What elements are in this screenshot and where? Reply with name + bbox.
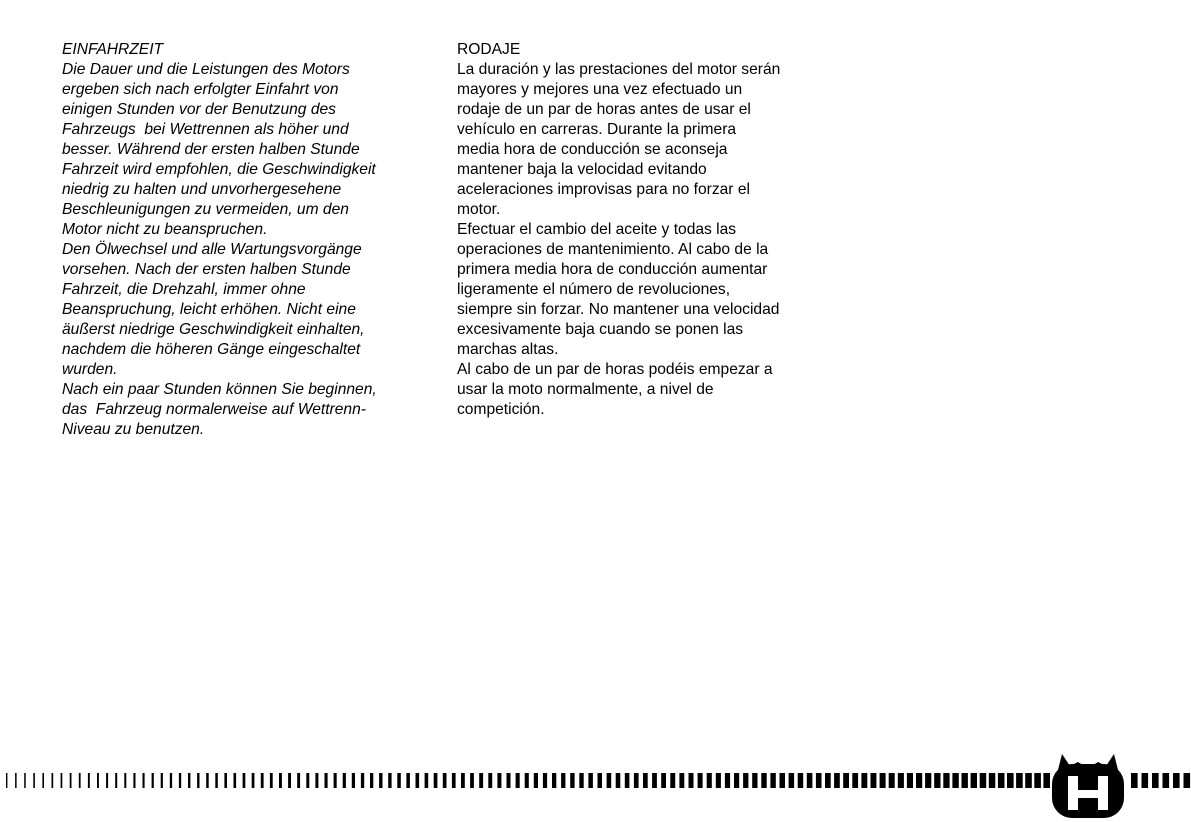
tick-mark: [434, 773, 438, 788]
tick-mark: [889, 773, 895, 788]
tick-mark: [397, 773, 401, 788]
spanish-column: [457, 40, 847, 420]
spanish-line: marchas altas.: [457, 341, 559, 358]
tick-mark: [761, 773, 766, 788]
tick-mark: [42, 773, 44, 788]
german-line: Fahrzeugs bei Wettrennen als höher und: [62, 121, 349, 138]
tick-mark: [1152, 773, 1159, 788]
tick-mark: [834, 773, 840, 788]
spanish-heading: RODAJE: [457, 41, 521, 58]
german-line: nachdem die höheren Gänge eingeschaltet: [62, 341, 361, 358]
tick-mark: [224, 773, 227, 788]
german-line: Die Dauer und die Leistungen des Motors: [62, 61, 350, 78]
tick-mark: [115, 773, 117, 788]
tick-mark: [188, 773, 190, 788]
tick-mark: [971, 773, 977, 788]
tick-mark: [743, 773, 748, 788]
tick-mark: [288, 773, 291, 788]
tick-mark: [916, 773, 922, 788]
spanish-line: motor.: [457, 201, 501, 218]
tick-mark: [943, 773, 949, 788]
tick-mark: [588, 773, 593, 788]
tick-mark: [161, 773, 163, 788]
tick-mark: [461, 773, 465, 788]
tick-mark: [497, 773, 501, 788]
german-column: [62, 40, 452, 440]
tick-mark: [206, 773, 209, 788]
tick-mark: [507, 773, 511, 788]
spanish-line: competición.: [457, 401, 545, 418]
tick-mark: [898, 773, 904, 788]
tick-mark: [670, 773, 675, 788]
german-line: wurden.: [62, 361, 118, 378]
tick-mark: [1016, 773, 1023, 788]
tick-mark: [843, 773, 849, 788]
tick-mark: [998, 773, 1005, 788]
tick-mark: [270, 773, 273, 788]
tick-mark: [1142, 773, 1149, 788]
german-line: vorsehen. Nach der ersten halben Stunde: [62, 261, 351, 278]
spanish-line: media hora de conducción se aconseja: [457, 141, 728, 158]
tick-mark: [1173, 773, 1180, 788]
tick-mark: [1131, 773, 1138, 788]
tick-mark: [24, 773, 26, 788]
tick-mark: [179, 773, 181, 788]
german-line: Niveau zu benutzen.: [62, 421, 205, 438]
tick-mark: [370, 773, 373, 788]
tick-mark: [616, 773, 621, 788]
tick-mark: [752, 773, 757, 788]
tick-mark: [279, 773, 282, 788]
tick-mark: [543, 773, 547, 788]
tick-mark: [252, 773, 255, 788]
tick-mark: [598, 773, 603, 788]
tick-mark: [452, 773, 456, 788]
tick-mark: [143, 773, 145, 788]
tick-mark: [607, 773, 612, 788]
tick-mark: [989, 773, 996, 788]
spanish-line: usar la moto normalmente, a nivel de: [457, 381, 714, 398]
tick-mark: [315, 773, 318, 788]
german-line: Den Ölwechsel und alle Wartungsvorgänge: [62, 241, 362, 258]
tick-mark: [133, 773, 135, 788]
tick-mark: [552, 773, 556, 788]
tick-mark: [661, 773, 666, 788]
tick-mark: [816, 773, 822, 788]
tick-mark: [807, 773, 813, 788]
tick-mark: [33, 773, 35, 788]
tick-mark: [780, 773, 786, 788]
tick-mark: [789, 773, 795, 788]
tick-mark: [579, 773, 583, 788]
tick-mark: [907, 773, 913, 788]
tick-mark: [61, 773, 63, 788]
tick-mark: [479, 773, 483, 788]
tick-mark: [734, 773, 739, 788]
tick-mark: [1034, 773, 1041, 788]
tick-mark: [643, 773, 648, 788]
spanish-line: Efectuar el cambio del aceite y todas las: [457, 221, 737, 238]
tick-mark: [1025, 773, 1032, 788]
tick-mark: [306, 773, 309, 788]
spanish-line: rodaje de un par de horas antes de usar el: [457, 101, 751, 118]
spanish-line: vehículo en carreras. Durante la primera: [457, 121, 737, 138]
spanish-line: excesivamente baja cuando se ponen las: [457, 321, 744, 338]
tick-mark: [634, 773, 639, 788]
tick-mark: [15, 773, 17, 788]
tick-mark: [152, 773, 154, 788]
german-line: besser. Während der ersten halben Stunde: [62, 141, 360, 158]
tick-mark: [1184, 773, 1191, 788]
tick-mark: [124, 773, 126, 788]
tick-mark: [197, 773, 199, 788]
tick-mark: [861, 773, 867, 788]
tick-mark: [1007, 773, 1014, 788]
tick-mark: [388, 773, 391, 788]
tick-mark: [525, 773, 529, 788]
spanish-line: siempre sin forzar. No mantener una velocidad: [457, 301, 780, 318]
tick-mark: [88, 773, 90, 788]
tick-mark: [334, 773, 337, 788]
spanish-line: La duración y las prestaciones del motor serán: [457, 61, 781, 78]
tick-mark: [361, 773, 364, 788]
husqvarna-crown-h-icon: [1048, 750, 1128, 820]
german-heading: EINFAHRZEIT: [62, 41, 164, 58]
tick-mark: [980, 773, 987, 788]
tick-mark: [325, 773, 328, 788]
spanish-line: operaciones de mantenimiento. Al cabo de la: [457, 241, 769, 258]
tick-mark: [652, 773, 657, 788]
tick-mark: [880, 773, 886, 788]
tick-mark: [106, 773, 108, 788]
tick-mark: [707, 773, 712, 788]
german-line: äußerst niedrige Geschwindigkeit einhalten,: [62, 321, 365, 338]
tick-mark: [1163, 773, 1170, 788]
german-line: Motor nicht zu beanspruchen.: [62, 221, 268, 238]
tick-mark: [852, 773, 858, 788]
german-line: das Fahrzeug normalerweise auf Wettrenn-: [62, 401, 366, 418]
spanish-line: primera media hora de conducción aumentar: [457, 261, 768, 278]
german-line: Nach ein paar Stunden können Sie beginnen,: [62, 381, 377, 398]
tick-mark: [234, 773, 237, 788]
german-line: ergeben sich nach erfolgter Einfahrt von: [62, 81, 339, 98]
tick-mark: [170, 773, 172, 788]
tick-mark: [516, 773, 520, 788]
tick-mark: [406, 773, 410, 788]
spanish-line: mayores y mejores una vez efectuado un: [457, 81, 743, 98]
tick-mark: [352, 773, 355, 788]
tick-mark: [379, 773, 382, 788]
german-line: Fahrzeit wird empfohlen, die Geschwindigkeit: [62, 161, 376, 178]
tick-mark: [871, 773, 877, 788]
tick-mark: [625, 773, 630, 788]
german-line: einigen Stunden vor der Benutzung des: [62, 101, 336, 118]
spanish-line: mantener baja la velocidad evitando: [457, 161, 707, 178]
german-line: niedrig zu halten und unvorhergesehene: [62, 181, 342, 198]
tick-mark: [215, 773, 218, 788]
tick-mark: [243, 773, 246, 788]
tick-mark: [725, 773, 730, 788]
tick-mark: [443, 773, 447, 788]
tick-mark: [97, 773, 99, 788]
tick-mark: [689, 773, 694, 788]
tick-mark: [52, 773, 54, 788]
tick-mark: [297, 773, 300, 788]
tick-mark: [798, 773, 804, 788]
tick-mark: [716, 773, 721, 788]
tick-mark: [416, 773, 420, 788]
tick-mark: [488, 773, 492, 788]
tick-bar: [0, 770, 1191, 795]
spanish-line: ligeramente el número de revoluciones,: [457, 281, 731, 298]
tick-mark: [70, 773, 72, 788]
spanish-line: aceleraciones improvisas para no forzar el: [457, 181, 750, 198]
tick-mark: [679, 773, 684, 788]
tick-mark: [343, 773, 346, 788]
tick-mark: [962, 773, 968, 788]
tick-mark: [570, 773, 574, 788]
tick-mark: [561, 773, 565, 788]
german-line: Fahrzeit, die Drehzahl, immer ohne: [62, 281, 306, 298]
tick-mark: [825, 773, 831, 788]
tick-mark: [770, 773, 775, 788]
tick-mark: [952, 773, 958, 788]
tick-mark: [425, 773, 429, 788]
tick-mark: [925, 773, 931, 788]
spanish-line: Al cabo de un par de horas podéis empezar a: [457, 361, 773, 378]
tick-mark: [6, 773, 7, 788]
tick-mark: [79, 773, 81, 788]
tick-mark: [934, 773, 940, 788]
tick-mark: [261, 773, 264, 788]
german-line: Beanspruchung, leicht erhöhen. Nicht eine: [62, 301, 356, 318]
tick-mark: [698, 773, 703, 788]
tick-mark: [534, 773, 538, 788]
tick-mark: [470, 773, 474, 788]
german-line: Beschleunigungen zu vermeiden, um den: [62, 201, 349, 218]
